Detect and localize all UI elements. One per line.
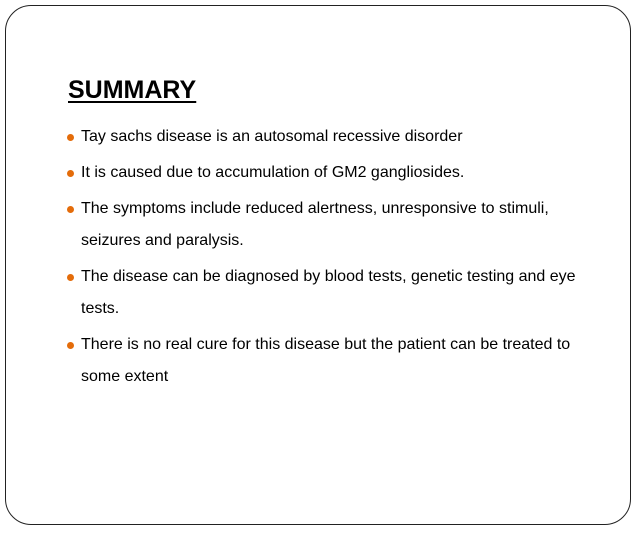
bullet-text: The disease can be diagnosed by blood tests, genetic testing and eye tests. <box>81 268 576 317</box>
bullet-dot-icon <box>67 206 74 213</box>
bullet-item <box>67 329 587 393</box>
bullet-text: There is no real cure for this disease but the patient can be treated to some extent <box>81 336 571 385</box>
bullet-list <box>67 121 587 397</box>
bullet-dot-icon <box>67 134 74 141</box>
bullet-item <box>67 157 587 189</box>
bullet-item <box>67 121 587 153</box>
bullet-text: Tay sachs disease is an autosomal recessive disorder <box>81 128 463 145</box>
bullet-item <box>67 193 587 257</box>
bullet-dot-icon <box>67 170 74 177</box>
bullet-dot-icon <box>67 342 74 349</box>
slide-title: SUMMARY <box>68 76 197 104</box>
bullet-text: It is caused due to accumulation of GM2 gangliosides. <box>81 164 465 181</box>
bullet-dot-icon <box>67 274 74 281</box>
bullet-item <box>67 261 587 325</box>
bullet-text: The symptoms include reduced alertness, unresponsive to stimuli, seizures and paralysis. <box>81 200 549 249</box>
